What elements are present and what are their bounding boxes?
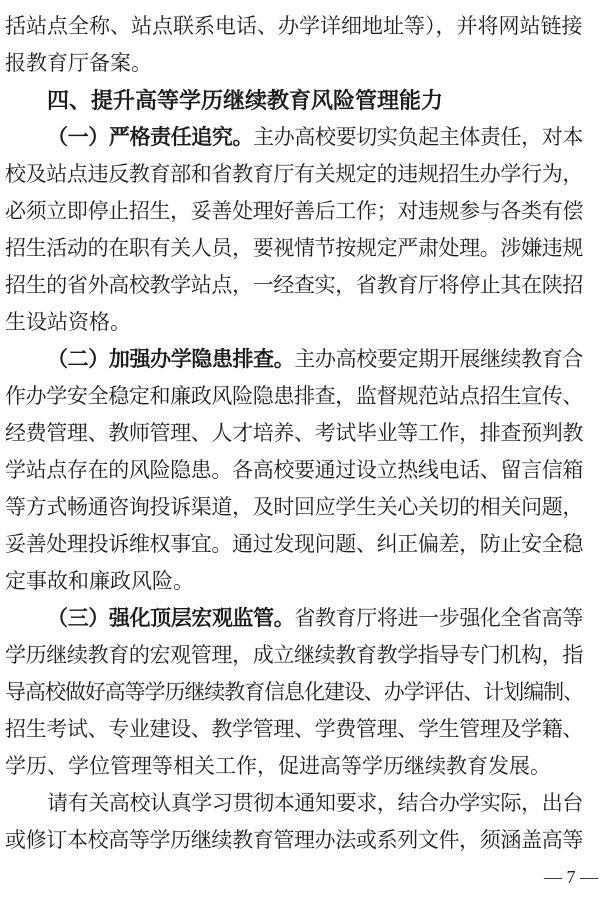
text-line: 经费管理、教师管理、人才培养、考试毕业等工作，排查预判教 xyxy=(5,421,583,445)
text-line xyxy=(5,600,583,637)
text-line: 必须立即停止招生，妥善处理好善后工作；对违规参与各类有偿 xyxy=(5,199,583,223)
text-line: 请有关高校认真学习贯彻本通知要求，结合办学实际，出台 xyxy=(47,791,583,815)
page-number: — 7 — xyxy=(544,867,598,887)
text-line: 学历继续教育的宏观管理，成立继续教育教学指导专门机构，指 xyxy=(5,643,583,667)
paragraph-lead: （二）加强办学隐患排查。 xyxy=(47,347,295,371)
text-line: 招生活动的在职有关人员，要视情节按规定严肃处理。涉嫌违规 xyxy=(5,236,583,260)
text-line: 招生考试、专业建设、教学管理、学费管理、学生管理及学籍、 xyxy=(5,717,583,741)
text-line: 报教育厅备案。 xyxy=(5,51,152,75)
text-line: 定事故和廉政风险。 xyxy=(5,569,194,593)
paragraph-lead: （一）严格责任追究。 xyxy=(47,125,254,149)
section-heading: 四、提升高等学历继续教育风险管理能力 xyxy=(47,88,444,113)
text-line xyxy=(5,341,583,378)
paragraph-text: 省教育厅将进一步强化全省高等 xyxy=(294,606,584,630)
text-line: 招生的省外高校教学站点，一经查实，省教育厅将停止其在陕招 xyxy=(5,273,583,297)
text-line: 学站点存在的风险隐患。各高校要通过设立热线电话、留言信箱 xyxy=(5,458,583,482)
text-line: 括站点全称、站点联系电话、办学详细地址等），并将网站链接 xyxy=(5,14,583,38)
text-line xyxy=(5,119,583,156)
text-line: 学历、学位管理等相关工作，促进高等学历继续教育发展。 xyxy=(5,754,551,778)
paragraph-text: 主办高校要定期开展继续教育合 xyxy=(294,347,584,371)
text-line: 等方式畅通咨询投诉渠道，及时回应学生关心关切的相关问题， xyxy=(5,495,583,519)
text-line: 导高校做好高等学历继续教育信息化建设、办学评估、计划编制、 xyxy=(5,680,583,704)
text-line: 生设站资格。 xyxy=(5,310,131,334)
text-line: 作办学安全稳定和廉政风险隐患排查，监督规范站点招生宣传、 xyxy=(5,384,583,408)
text-line: 校及站点违反教育部和省教育厅有关规定的违规招生办学行为， xyxy=(5,162,583,186)
paragraph-text: 主办高校要切实负起主体责任，对本 xyxy=(253,125,584,149)
text-line: 妥善处理投诉维权事宜。通过发现问题、纠正偏差，防止安全稳 xyxy=(5,532,583,556)
paragraph-lead: （三）强化顶层宏观监管。 xyxy=(47,606,295,630)
text-line: 或修订本校高等学历继续教育管理办法或系列文件，须涵盖高等 xyxy=(5,828,583,852)
